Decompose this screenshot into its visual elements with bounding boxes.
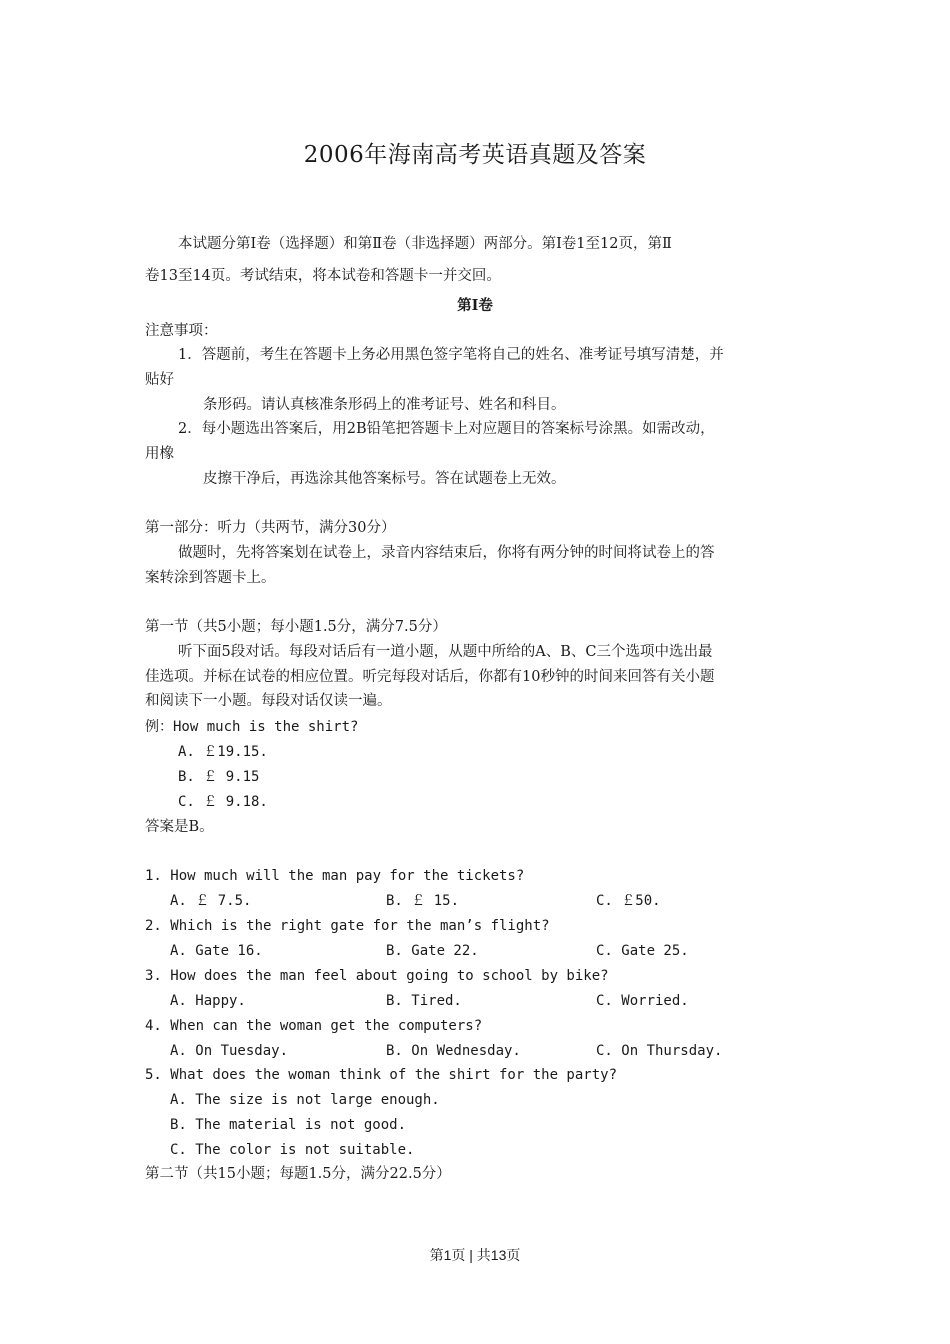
section1-instr-line-3: 和阅读下一小题。每段对话仅读一遍。 <box>145 693 392 709</box>
question-4-option-c: C. On Thursday. <box>596 1043 723 1059</box>
question-2: 2. Which is the right gate for the man’s flight? <box>145 918 550 934</box>
question-1-option-c: C. ￡50. <box>596 893 661 909</box>
question-3-option-c: C. Worried. <box>596 993 689 1009</box>
example-option-c: C. ￡ 9.18. <box>178 794 268 810</box>
volume-heading: 第Ⅰ卷 <box>457 297 493 314</box>
section1-instr-line-2: 佳选项。并标在试卷的相应位置。听完每段对话后，你都有10秒钟的时间来回答有关小题 <box>145 669 715 685</box>
question-5-option-b: B. The material is not good. <box>170 1117 407 1133</box>
part1-instr-line-2: 案转涂到答题卡上。 <box>145 570 276 586</box>
note-2-line-2: 用橡 <box>145 446 174 462</box>
question-2-option-a: A. Gate 16. <box>170 943 263 959</box>
section1-instr-line-1: 听下面5段对话。每段对话后有一道小题，从题中所给的A、B、C三个选项中选出最 <box>178 644 713 660</box>
note-2-line-3: 皮擦干净后，再选涂其他答案标号。答在试题卷上无效。 <box>203 471 566 487</box>
question-1-option-a: A. ￡ 7.5. <box>170 893 252 909</box>
intro-line-2: 卷13至14页。考试结束，将本试卷和答题卡一并交回。 <box>145 268 501 284</box>
notes-heading: 注意事项： <box>145 323 218 339</box>
example-question: 例：How much is the shirt? <box>145 719 359 735</box>
page-footer: 第1页 | 共13页 <box>429 1247 521 1263</box>
section2-heading: 第二节（共15小题；每题1.5分，满分22.5分） <box>145 1166 451 1182</box>
example-option-a: A. ￡19.15. <box>178 744 268 760</box>
part1-instr-line-1: 做题时，先将答案划在试卷上，录音内容结束后，你将有两分钟的时间将试卷上的答 <box>178 545 715 561</box>
question-1: 1. How much will the man pay for the tickets? <box>145 868 525 884</box>
section1-heading: 第一节（共5小题；每小题1.5分，满分7.5分） <box>145 619 447 635</box>
part1-heading: 第一部分：听力（共两节，满分30分） <box>145 520 396 536</box>
question-4-option-b: B. On Wednesday. <box>386 1043 521 1059</box>
question-2-option-b: B. Gate 22. <box>386 943 479 959</box>
intro-line-1: 本试题分第Ⅰ卷（选择题）和第Ⅱ卷（非选择题）两部分。第Ⅰ卷1至12页，第Ⅱ <box>178 236 672 252</box>
note-1-line-3: 条形码。请认真核准条形码上的准考证号、姓名和科目。 <box>203 397 566 413</box>
question-1-option-b: B. ￡ 15. <box>386 893 460 909</box>
example-answer: 答案是B。 <box>145 819 214 835</box>
note-1-line-1: 1．答题前，考生在答题卡上务必用黑色签字笔将自己的姓名、准考证号填写清楚，并 <box>178 347 724 363</box>
question-4: 4. When can the woman get the computers? <box>145 1018 483 1034</box>
document-title: 2006年海南高考英语真题及答案 <box>303 142 647 168</box>
question-4-option-a: A. On Tuesday. <box>170 1043 289 1059</box>
note-1-line-2: 贴好 <box>145 372 174 388</box>
question-3: 3. How does the man feel about going to school by bike? <box>145 968 609 984</box>
question-5: 5. What does the woman think of the shirt for the party? <box>145 1067 618 1083</box>
question-3-option-b: B. Tired. <box>386 993 462 1009</box>
question-5-option-c: C. The color is not suitable. <box>170 1142 415 1158</box>
note-2-line-1: 2．每小题选出答案后，用2B铅笔把答题卡上对应题目的答案标号涂黑。如需改动， <box>178 421 715 437</box>
question-3-option-a: A. Happy. <box>170 993 246 1009</box>
question-5-option-a: A. The size is not large enough. <box>170 1092 440 1108</box>
question-2-option-c: C. Gate 25. <box>596 943 689 959</box>
example-option-b: B. ￡ 9.15 <box>178 769 260 785</box>
